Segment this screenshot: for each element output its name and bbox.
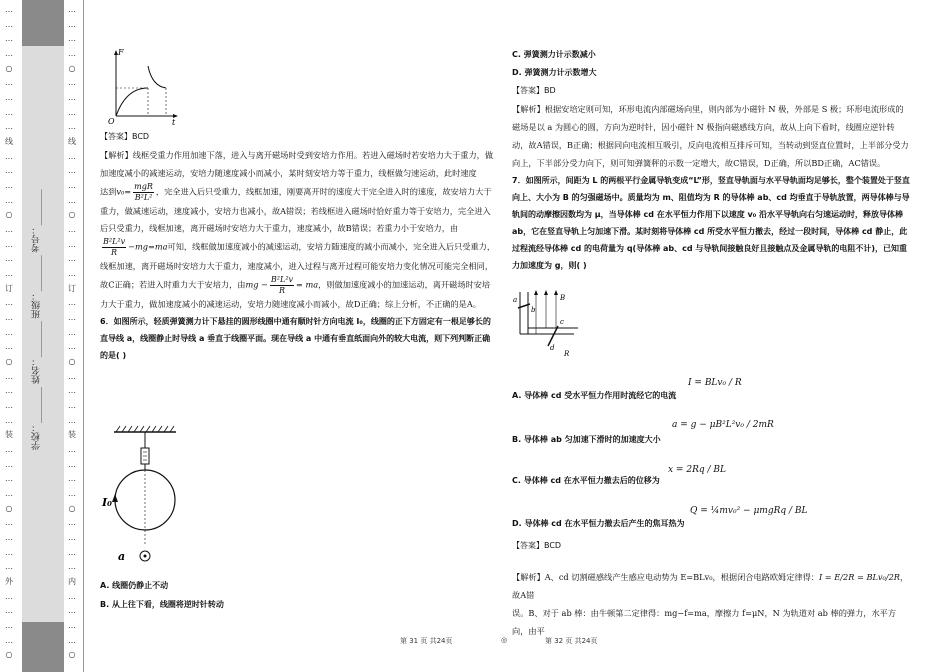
answer-q5: 【答案】BCD <box>100 132 150 141</box>
student-info: 学校：________ 姓名：________ 班级：________ 考号：________ <box>32 189 42 451</box>
q7-option-A-formula: I = BLv₀ / R <box>688 378 742 388</box>
eq1-tail: −mg=ma <box>128 241 168 252</box>
binding-mark-left: … <box>5 239 13 249</box>
binding-mark-left: … <box>5 93 13 102</box>
binding-mark-right: … <box>68 401 76 410</box>
binding-marks-right <box>66 0 78 672</box>
binding-mark-right: … <box>68 621 76 630</box>
binding-mark-right: … <box>68 49 76 58</box>
analysis-q7-p1-tail: ，故A错 <box>512 572 909 600</box>
binding-mark-right: … <box>68 93 76 102</box>
q7-option-B: B. 导体棒 ab 匀加速下滑时的加速度大小 <box>512 435 661 444</box>
binding-mark-right: ○ <box>68 503 76 513</box>
q6-option-D: D. 弹簧测力计示数增大 <box>512 68 597 77</box>
binding-mark-left: … <box>5 327 13 337</box>
right-column-text <box>512 46 910 274</box>
binding-marks-left <box>3 0 15 672</box>
rail-label-d: d <box>550 344 555 352</box>
binding-mark-right: … <box>68 166 76 176</box>
binding-mark-left: … <box>5 533 13 542</box>
binding-mark-left: … <box>5 621 13 630</box>
rail-label-b: b <box>531 306 536 314</box>
analysis-q5-p4-text: 故C正确；若进入时重力大于安培力，由 <box>100 279 246 290</box>
binding-mark-left: 订 <box>5 283 13 293</box>
footer-left-page: 第 31 页 共24页 <box>400 637 453 645</box>
binding-mark-left: … <box>5 591 13 601</box>
binding-mark-left: … <box>5 415 13 425</box>
binding-mark-right: ○ <box>68 357 76 366</box>
binding-mark-right: … <box>68 19 76 29</box>
binding-mark-left: 装 <box>5 430 13 440</box>
analysis-q5-p1: 【解析】线框受重力作用加速下落，进入与离开磁场时受到安培力作用。若进入磁场时若安培力大于重力，做加速度减小的减速运动，安培力随速度减小而减小，某时刻安培力等于重力，线框做匀速运动，此时速度 <box>100 150 494 178</box>
binding-mark-right: … <box>68 151 76 161</box>
binding-mark-left: 线 <box>5 137 13 146</box>
binding-mark-right: ○ <box>68 63 76 73</box>
binding-mark-right: … <box>68 489 76 498</box>
binding-mark-left: … <box>5 49 13 58</box>
rail-figure <box>512 288 582 358</box>
analysis-q5-p5-text: ，则做加速度减小的加速运动，离开磁场时安培力大于重力，做加速度减小的减速运动，安培力随速度减小而减小，故D正确；综上分析，不正确的是A。 <box>100 279 491 309</box>
binding-mark-right: … <box>68 415 76 425</box>
footer-right-page: 第 32 页 共24页 <box>545 637 598 645</box>
q6-option-C: C. 弹簧测力计示数减小 <box>512 50 596 59</box>
binding-mark-right: … <box>68 298 76 308</box>
binding-mark-left: … <box>5 371 13 381</box>
binding-mark-left: … <box>5 107 13 117</box>
eq1-denominator: R <box>111 248 118 257</box>
binding-mark-right: ○ <box>68 650 76 660</box>
q7-option-D-formula: Q = ¼mv₀² − μmgRq / BL <box>690 506 808 516</box>
binding-mark-right: … <box>68 122 76 132</box>
footer-center-mark: ◎ <box>501 636 508 644</box>
answer-q7: 【答案】BCD <box>512 541 562 550</box>
binding-band-top <box>22 0 64 46</box>
label-a: a <box>118 550 126 563</box>
binding-mark-left: … <box>5 313 13 322</box>
analysis-q7-formula: I = E/2R = BLv₀/2R <box>818 572 900 582</box>
analysis-q6: 【解析】根据安培定则可知，环形电流内部磁场向里，则内部为小磁针 N 极，外部是 S 极；环形电流形成的磁场是以 a 为圆心的圆，方向为逆时针，因小磁针 N 极指向磁感线方向，故从上向下看时，线圈应逆针转动，故A错误，B正确；根据同向电流相互吸引，反向电流相互排斥可知，当转动到竖直位置时，上半部分受力向上，下半部分受力向下，则可知弹簧秤的示数一定增大，故C错误，D正确，所以BD正确，AC错误。 <box>512 104 909 168</box>
binding-mark-left: … <box>5 19 13 29</box>
binding-mark-left: … <box>5 606 13 616</box>
v0-fraction <box>133 182 154 203</box>
q7-option-C-formula: x = 2Rq / BL <box>668 465 726 475</box>
question-6: 6．如图所示，轻质弹簧测力计下悬挂的圆形线圈中通有顺时针方向电流 I₀，线圈的正下方固定有一根足够长的直导线 a，线圈静止时导线 a 垂直于线圈平面。现在导线 a 中通有垂直纸面向外的较大电流，则下列判断正确的是( ) <box>100 317 491 360</box>
q6-option-A: A. 线圈仍静止不动 <box>100 581 169 590</box>
binding-mark-left: … <box>5 635 13 645</box>
binding-mark-right: ○ <box>68 210 76 220</box>
graph-label-O: O <box>108 117 115 126</box>
eq1-numerator: B²L²v <box>103 237 126 246</box>
binding-mark-left: … <box>5 562 13 572</box>
binding-mark-left: … <box>5 489 13 498</box>
analysis-q5-p2-text: ，完全进入后只受重力，线框加速，刚要离开时的速度大于完全进入时的速度，故安培力大于重力，做减速运动，速度减小，安培力也减小，故A错误；若线框进入磁场时恰好重力等于安培力，完全进入后只受重力，线框加速，离开磁场时安培力大于重力，速度减小，故B错误；若重力小于安培力，由 <box>100 186 492 233</box>
binding-mark-right: … <box>68 195 76 205</box>
binding-mark-left: … <box>5 195 13 205</box>
v0-numerator: mgR <box>134 182 153 191</box>
binding-mark-left: ○ <box>5 357 13 366</box>
eq2-head: mg − <box>245 279 268 290</box>
binding-mark-right: 内 <box>68 577 76 586</box>
binding-mark-right: … <box>68 254 76 264</box>
eq1-fraction <box>102 237 126 258</box>
left-column-text <box>100 128 498 364</box>
binding-mark-right: … <box>68 518 76 528</box>
binding-mark-left: … <box>5 34 13 44</box>
binding-mark-left: … <box>5 254 13 264</box>
binding-mark-left: ○ <box>5 650 13 660</box>
binding-mark-right: … <box>68 445 76 454</box>
graph-label-t: t <box>172 118 176 126</box>
binding-mark-left: … <box>5 445 13 454</box>
binding-mark-left: … <box>5 151 13 161</box>
binding-mark-left: ○ <box>5 503 13 513</box>
binding-mark-left: … <box>5 342 13 352</box>
answer-q6: 【答案】BD <box>512 86 556 95</box>
rail-label-B: B <box>560 294 566 302</box>
v0-label: v₀= <box>116 186 132 197</box>
binding-mark-right: 装 <box>68 430 76 440</box>
binding-mark-right: … <box>68 474 76 484</box>
analysis-q7-p1-text: 【解析】A、cd 切割磁感线产生感应电动势为 E=BLv₀，根据闭合电路欧姆定律得： <box>512 572 819 582</box>
binding-mark-right: … <box>68 386 76 396</box>
q6-option-B: B. 从上往下看，线圈将逆时针转动 <box>100 600 224 609</box>
binding-mark-right: … <box>68 562 76 572</box>
binding-mark-left: … <box>5 474 13 484</box>
binding-mark-left: … <box>5 518 13 528</box>
binding-mark-left: … <box>5 122 13 132</box>
graph-label-F: F <box>118 48 124 57</box>
question-7: 7．如图所示，间距为 L 的两根平行金属导轨变成“L”形，竖直导轨面与水平导轨面均足够长，整个装置处于竖直向上、大小为 B 的匀强磁场中。质量均为 m、阻值均为 R 的导体棒 ab、cd 均垂直于导轨放置，两导体棒与导轨间的动摩擦因数均为 μ，当导体棒 cd 在水平恒力作用下以速度 v₀ 沿水平导轨向右匀速运动时，释放导体棒 ab，它在竖直导轨上匀加速下滑。某时刻将导体棒 cd 所受水平恒力撤去，经过一段时间，导体棒 cd 静止，此过程流经导体棒 cd 的电荷量为 q(导体棒 ab、cd 与导轨间接触良好且接触点及金属导轨的电阻不计)，已知重力加速度为 g，则( ) <box>512 176 910 270</box>
binding-mark-left: 外 <box>5 577 13 586</box>
analysis-q7 <box>512 568 912 640</box>
binding-mark-right: … <box>68 269 76 278</box>
binding-mark-right: … <box>68 5 76 14</box>
analysis-q5-p4 <box>100 275 498 313</box>
binding-mark-right: 线 <box>68 137 76 146</box>
binding-mark-right: … <box>68 635 76 645</box>
binding-mark-right: … <box>68 533 76 542</box>
analysis-q5-p3 <box>100 237 498 275</box>
binding-mark-right: … <box>68 459 76 469</box>
binding-mark-left: … <box>5 269 13 278</box>
rail-label-R: R <box>564 350 570 358</box>
binding-mark-right: … <box>68 371 76 381</box>
binding-mark-left: … <box>5 386 13 396</box>
binding-mark-left: … <box>5 547 13 557</box>
q7-option-D: D. 导体棒 cd 在水平恒力撤去后产生的焦耳热为 <box>512 519 685 528</box>
binding-mark-right: … <box>68 591 76 601</box>
analysis-q5-p2 <box>100 182 498 237</box>
rail-label-a: a <box>513 296 518 304</box>
binding-mark-left: … <box>5 181 13 190</box>
analysis-q5-p3-text: 可知，线框做加速度减小的减速运动，安培力随速度的减小而减小，完全进入后只受重力，线框加速，离开磁场时安培力大于重力，速度减小，进入过程与离开过程可能安培力变化情况可能完全相同， <box>100 241 496 271</box>
eq2-fraction <box>270 275 294 296</box>
binding-mark-left: … <box>5 225 13 234</box>
binding-mark-right: … <box>68 181 76 190</box>
analysis-q7-p2: 误。B、对于 ab 棒：由牛顿第二定律得：mg−f=ma，摩擦力 f=μN，N 为轨道对 ab 棒的弹力，水平方向，由平 <box>512 608 897 636</box>
binding-mark-right: 订 <box>68 283 76 293</box>
coil-figure <box>100 424 210 572</box>
binding-mark-left: … <box>5 5 13 14</box>
binding-mark-right: … <box>68 225 76 234</box>
binding-mark-right: … <box>68 239 76 249</box>
binding-mark-left: … <box>5 166 13 176</box>
binding-mark-right: … <box>68 327 76 337</box>
binding-band-bottom <box>22 622 64 672</box>
force-time-graph <box>104 46 184 126</box>
binding-line <box>83 0 84 672</box>
binding-mark-right: … <box>68 78 76 88</box>
binding-mark-left: ○ <box>5 210 13 220</box>
binding-margin <box>0 0 84 672</box>
label-I0: I₀ <box>102 496 112 509</box>
q7-option-B-formula: a = g − μB²L²v₀ / 2mR <box>672 420 774 430</box>
binding-mark-left: … <box>5 401 13 410</box>
q7-option-A: A. 导体棒 cd 受水平恒力作用时流经它的电流 <box>512 391 677 400</box>
v0-denominator: B²L² <box>134 193 153 202</box>
binding-mark-left: … <box>5 298 13 308</box>
binding-mark-left: ○ <box>5 63 13 73</box>
binding-mark-right: … <box>68 606 76 616</box>
analysis-q7-p1 <box>512 568 912 604</box>
eq2-numerator: B²L²v <box>270 275 294 284</box>
binding-mark-left: … <box>5 78 13 88</box>
binding-mark-left: … <box>5 459 13 469</box>
binding-mark-right: … <box>68 107 76 117</box>
rail-label-c: c <box>560 318 564 326</box>
binding-mark-right: … <box>68 313 76 322</box>
eq2-denominator: R <box>278 286 285 295</box>
eq2-tail: = ma <box>296 279 319 290</box>
binding-mark-right: … <box>68 547 76 557</box>
analysis-prefix: 达到 <box>100 186 117 197</box>
binding-mark-right: … <box>68 34 76 44</box>
q7-option-C: C. 导体棒 cd 在水平恒力撤去后的位移为 <box>512 476 660 485</box>
binding-mark-right: … <box>68 342 76 352</box>
